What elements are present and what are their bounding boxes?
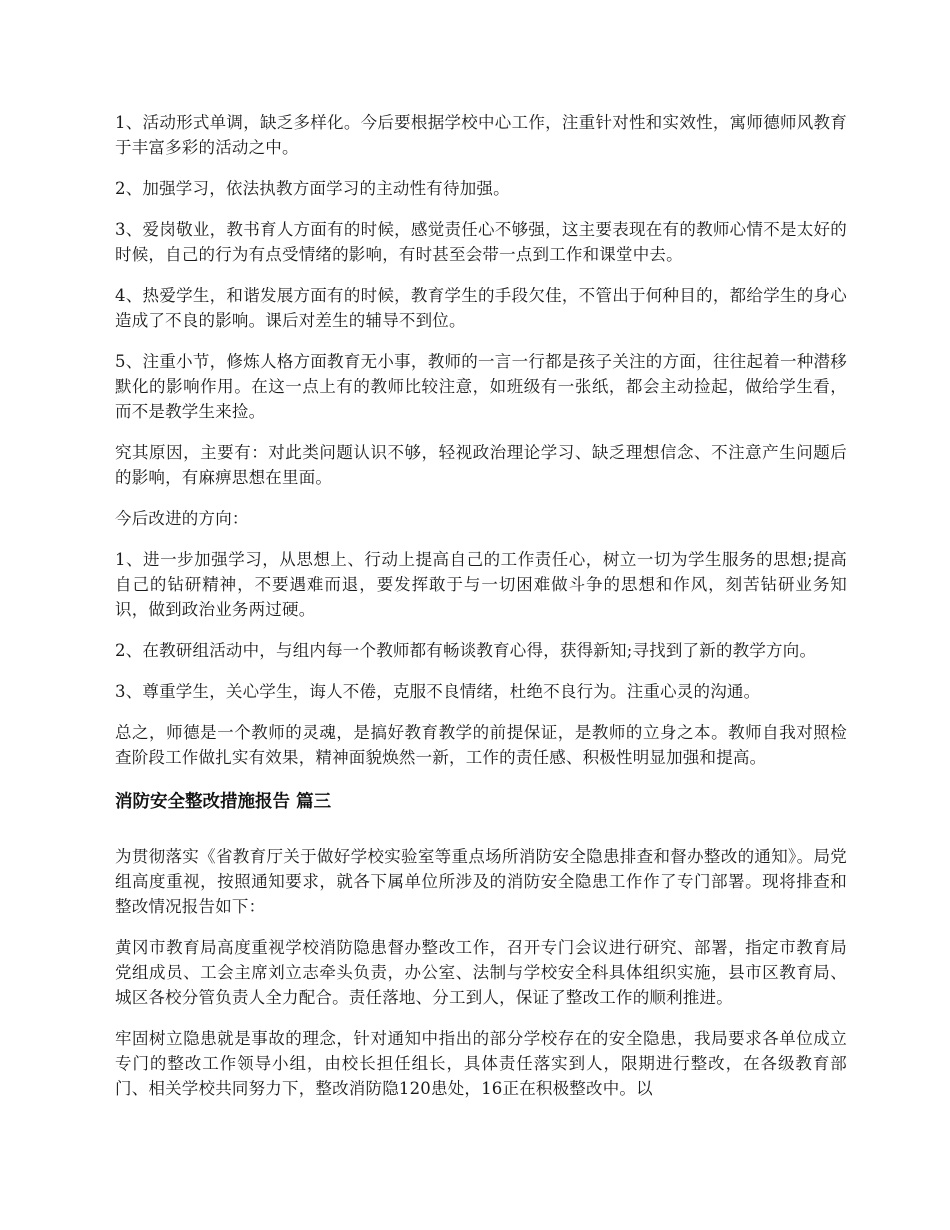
- paragraph-item-4: 4、热爱学生，和谐发展方面有的时候，教育学生的手段欠佳，不管出于何种目的，都给学生的身心造成了不良的影响。课后对差生的辅导不到位。: [115, 286, 847, 330]
- paragraph-report-organization: 黄冈市教育局高度重视学校消防隐患督办整改工作，召开专门会议进行研究、部署，指定市教育局党组成员、工会主席刘立志牵头负责，办公室、法制与学校安全科具体组织实施，县市区教育局、城区各校分管负责人全力配合。责任落地、分工到人，保证了整改工作的顺利推进。: [115, 938, 847, 1007]
- paragraph-item-5: 5、注重小节，修炼人格方面教育无小事，教师的一言一行都是孩子关注的方面，往往起着一种潜移默化的影响作用。在这一点上有的教师比较注意，如班级有一张纸，都会主动捡起，做给学生看，而不是教学生来捡。: [115, 352, 847, 421]
- paragraph-improvement-1: 1、进一步加强学习，从思想上、行动上提高自己的工作责任心，树立一切为学生服务的思想;提高自己的钻研精神，不要遇难而退，要发挥敢于与一切困难做斗争的思想和作风，刻苦钻研业务知识，做到政治业务两过硬。: [115, 550, 847, 619]
- paragraph-cause-analysis: 究其原因，主要有：对此类问题认识不够，轻视政治理论学习、缺乏理想信念、不注意产生问题后的影响，有麻痹思想在里面。: [115, 443, 847, 487]
- paragraph-improvement-2: 2、在教研组活动中，与组内每一个教师都有畅谈教育心得，获得新知;寻找到了新的教学方向。: [115, 641, 817, 660]
- section-heading: 消防安全整改措施报告 篇三: [115, 792, 332, 812]
- paragraph-item-3: 3、爱岗敬业，教书育人方面有的时候，感觉责任心不够强，这主要表现在有的教师心情不是太好的时候，自己的行为有点受情绪的影响，有时甚至会带一点到工作和课堂中去。: [115, 220, 847, 264]
- paragraph-improvement-3: 3、尊重学生，关心学生，诲人不倦，克服不良情绪，杜绝不良行为。注重心灵的沟通。: [115, 682, 761, 701]
- paragraph-report-intro: 为贯彻落实《省教育厅关于做好学校实验室等重点场所消防安全隐患排查和督办整改的通知》。局党组高度重视，按照通知要求，就各下属单位所涉及的消防安全隐患工作作了专门部署。现将排查和整改情况报告如下：: [115, 847, 847, 916]
- paragraph-summary: 总之，师德是一个教师的灵魂，是搞好教育教学的前提保证，是教师的立身之本。教师自我对照检查阶段工作做扎实有效果，精神面貌焕然一新，工作的责任感、积极性明显加强和提高。: [115, 723, 847, 767]
- paragraph-improvement-intro: 今后改进的方向：: [115, 509, 249, 528]
- paragraph-item-1: 1、活动形式单调，缺乏多样化。今后要根据学校中心工作，注重针对性和实效性，寓师德师风教育于丰富多彩的活动之中。: [115, 113, 847, 157]
- paragraph-item-2: 2、加强学习，依法执教方面学习的主动性有待加强。: [115, 179, 510, 198]
- document-page: [115, 110, 847, 1117]
- paragraph-report-rectification: 牢固树立隐患就是事故的理念，针对通知中指出的部分学校存在的安全隐患，我局要求各单位成立专门的整改工作领导小组，由校长担任组长，具体责任落实到人，限期进行整改，在各级教育部门、相关学校共同努力下，整改消防隐120患处，16正在积极整改中。以: [115, 1029, 847, 1098]
